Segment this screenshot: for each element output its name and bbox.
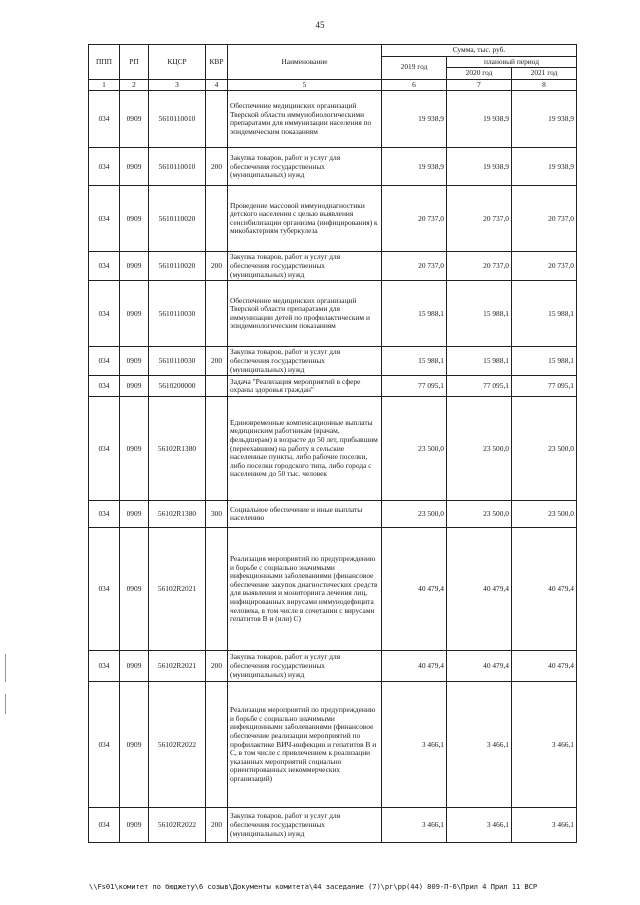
cell-amount-2020: 3 466,1 xyxy=(447,808,512,843)
cell-kcsr: 56102R2021 xyxy=(149,528,206,651)
cell-amount-2020: 3 466,1 xyxy=(447,682,512,808)
cell-amount-2019: 19 938,9 xyxy=(382,91,447,148)
cell-rp: 0909 xyxy=(120,148,149,186)
cell-name: Закупка товаров, работ и услуг для обеспечения государственных (муниципальных) нужд xyxy=(228,347,382,376)
column-index: 5 xyxy=(228,79,382,91)
cell-name: Обеспечение медицинских организаций Тверской области иммунобиологическими препаратами для иммунизации населения по эпидемическим показаниям xyxy=(228,91,382,148)
cell-kcsr: 5610110030 xyxy=(149,281,206,347)
cell-amount-2021: 40 479,4 xyxy=(512,528,577,651)
cell-name: Реализация мероприятий по предупреждению и борьбе с социально значимыми инфекционными заболеваниями (финансовое обеспечение реализации мероприятий по профилактике ВИЧ-инфекции и гепатитов В и С, в том числе с привлечением к реализации указанных мероприятий социально ориентированных некоммерческих организаций) xyxy=(228,682,382,808)
cell-ppp: 034 xyxy=(89,347,120,376)
cell-amount-2019: 19 938,9 xyxy=(382,148,447,186)
budget-table xyxy=(88,44,577,843)
cell-kvr xyxy=(206,186,228,252)
col-ppp-header: ППП xyxy=(89,45,120,80)
cell-rp: 0909 xyxy=(120,376,149,397)
cell-amount-2021: 23 500,0 xyxy=(512,501,577,528)
cell-amount-2019: 23 500,0 xyxy=(382,397,447,501)
cell-rp: 0909 xyxy=(120,808,149,843)
cell-amount-2021: 77 095,1 xyxy=(512,376,577,397)
cell-kvr: 200 xyxy=(206,808,228,843)
cell-amount-2020: 19 938,9 xyxy=(447,148,512,186)
cell-kvr xyxy=(206,682,228,808)
cell-amount-2020: 23 500,0 xyxy=(447,501,512,528)
cell-amount-2020: 23 500,0 xyxy=(447,397,512,501)
cell-kvr xyxy=(206,397,228,501)
cell-amount-2019: 40 479,4 xyxy=(382,651,447,682)
cell-amount-2019: 77 095,1 xyxy=(382,376,447,397)
table-row xyxy=(89,397,577,501)
table-row xyxy=(89,376,577,397)
column-index: 3 xyxy=(149,79,206,91)
cell-amount-2021: 40 479,4 xyxy=(512,651,577,682)
cell-name: Социальное обеспечение и иные выплаты населению xyxy=(228,501,382,528)
cell-ppp: 034 xyxy=(89,528,120,651)
table-row xyxy=(89,528,577,651)
table-row xyxy=(89,148,577,186)
cell-rp: 0909 xyxy=(120,281,149,347)
cell-ppp: 034 xyxy=(89,91,120,148)
cell-kcsr: 5610110020 xyxy=(149,252,206,281)
cell-amount-2020: 15 988,1 xyxy=(447,281,512,347)
cell-amount-2019: 15 988,1 xyxy=(382,347,447,376)
table-row xyxy=(89,682,577,808)
cell-ppp: 034 xyxy=(89,281,120,347)
cell-amount-2019: 3 466,1 xyxy=(382,808,447,843)
cell-kvr xyxy=(206,376,228,397)
col-rp-header: РП xyxy=(120,45,149,80)
cell-amount-2019: 23 500,0 xyxy=(382,501,447,528)
cell-kcsr: 5610110010 xyxy=(149,148,206,186)
cell-name: Закупка товаров, работ и услуг для обеспечения государственных (муниципальных) нужд xyxy=(228,252,382,281)
cell-name: Закупка товаров, работ и услуг для обеспечения государственных (муниципальных) нужд xyxy=(228,808,382,843)
cell-kvr: 200 xyxy=(206,148,228,186)
cell-rp: 0909 xyxy=(120,347,149,376)
col-kcsr-header: КЦСР xyxy=(149,45,206,80)
cell-amount-2019: 20 737,0 xyxy=(382,252,447,281)
cell-name: Реализация мероприятий по предупреждению и борьбе с социально значимыми инфекционными заболеваниями (финансовое обеспечение закупок диагностических средств для выявления и мониторинга лечения лиц, инфицированных вирусами иммунодефицита человека, в том числе в сочетании с вирусами гепатитов В и (или) С) xyxy=(228,528,382,651)
column-index: 1 xyxy=(89,79,120,91)
cell-rp: 0909 xyxy=(120,528,149,651)
cell-rp: 0909 xyxy=(120,91,149,148)
cell-amount-2020: 20 737,0 xyxy=(447,186,512,252)
cell-rp: 0909 xyxy=(120,252,149,281)
table-row xyxy=(89,186,577,252)
cell-amount-2021: 15 988,1 xyxy=(512,347,577,376)
table-header-row xyxy=(89,45,577,57)
cell-amount-2021: 20 737,0 xyxy=(512,186,577,252)
column-index: 4 xyxy=(206,79,228,91)
cell-kcsr: 56102R2022 xyxy=(149,808,206,843)
cell-amount-2019: 20 737,0 xyxy=(382,186,447,252)
cell-ppp: 034 xyxy=(89,808,120,843)
year-2021-header: 2021 год xyxy=(512,68,577,80)
column-index: 2 xyxy=(120,79,149,91)
cell-kvr: 200 xyxy=(206,651,228,682)
col-kvr-header: КВР xyxy=(206,45,228,80)
col-name-header: Наименование xyxy=(228,45,382,80)
cell-name: Проведение массовой иммунодиагностики детского населения с целью выявления сенсибилизации организма (инфицирования) к микобактериям туберкулеза xyxy=(228,186,382,252)
cell-amount-2021: 19 938,9 xyxy=(512,91,577,148)
cell-kcsr: 5610110030 xyxy=(149,347,206,376)
year-2020-header: 2020 год xyxy=(447,68,512,80)
file-path-footer: \\Fs01\комитет по бюджету\6 созыв\Документы комитета\44 заседание (7)\рг\рр(44) 809-П-6\Прил 4 Прил 11 ВСР xyxy=(89,882,538,891)
cell-amount-2020: 40 479,4 xyxy=(447,528,512,651)
column-index: 6 xyxy=(382,79,447,91)
column-index-row xyxy=(89,79,577,91)
year-2019-header: 2019 год xyxy=(382,56,447,79)
cell-kcsr: 56102R2021 xyxy=(149,651,206,682)
column-index: 7 xyxy=(447,79,512,91)
table-row xyxy=(89,281,577,347)
table-row xyxy=(89,501,577,528)
cell-amount-2019: 40 479,4 xyxy=(382,528,447,651)
page-number: 45 xyxy=(315,20,325,30)
cell-kcsr: 5610110010 xyxy=(149,91,206,148)
cell-ppp: 034 xyxy=(89,501,120,528)
table-row xyxy=(89,91,577,148)
cell-kcsr: 5610110020 xyxy=(149,186,206,252)
cell-kvr xyxy=(206,528,228,651)
table-row xyxy=(89,347,577,376)
cell-kvr: 200 xyxy=(206,347,228,376)
cell-rp: 0909 xyxy=(120,186,149,252)
sum-header: Сумма, тыс. руб. xyxy=(382,45,577,57)
cell-amount-2020: 20 737,0 xyxy=(447,252,512,281)
cell-amount-2019: 15 988,1 xyxy=(382,281,447,347)
cell-name: Закупка товаров, работ и услуг для обеспечения государственных (муниципальных) нужд xyxy=(228,651,382,682)
table-body xyxy=(89,91,577,843)
cell-name: Обеспечение медицинских организаций Тверской области препаратами для иммунизации детей по профилактическим и эпидемиологическим показаниям xyxy=(228,281,382,347)
cell-ppp: 034 xyxy=(89,376,120,397)
cell-amount-2021: 23 500,0 xyxy=(512,397,577,501)
table-row xyxy=(89,252,577,281)
cell-ppp: 034 xyxy=(89,682,120,808)
cell-ppp: 034 xyxy=(89,252,120,281)
cell-amount-2021: 3 466,1 xyxy=(512,682,577,808)
scan-edge-mark xyxy=(5,654,6,682)
cell-amount-2019: 3 466,1 xyxy=(382,682,447,808)
cell-name: Задача "Реализация мероприятий в сфере охраны здоровья граждан" xyxy=(228,376,382,397)
cell-kcsr: 56102R1380 xyxy=(149,397,206,501)
cell-amount-2020: 40 479,4 xyxy=(447,651,512,682)
cell-amount-2021: 3 466,1 xyxy=(512,808,577,843)
cell-ppp: 034 xyxy=(89,148,120,186)
cell-kvr xyxy=(206,91,228,148)
cell-kcsr: 5610200000 xyxy=(149,376,206,397)
cell-kcsr: 56102R1380 xyxy=(149,501,206,528)
cell-amount-2020: 19 938,9 xyxy=(447,91,512,148)
cell-amount-2021: 20 737,0 xyxy=(512,252,577,281)
cell-amount-2021: 19 938,9 xyxy=(512,148,577,186)
cell-rp: 0909 xyxy=(120,397,149,501)
cell-amount-2020: 15 988,1 xyxy=(447,347,512,376)
cell-ppp: 034 xyxy=(89,397,120,501)
cell-kcsr: 56102R2022 xyxy=(149,682,206,808)
column-index: 8 xyxy=(512,79,577,91)
scan-edge-mark xyxy=(5,694,6,714)
cell-ppp: 034 xyxy=(89,186,120,252)
cell-rp: 0909 xyxy=(120,651,149,682)
cell-kvr xyxy=(206,281,228,347)
cell-amount-2021: 15 988,1 xyxy=(512,281,577,347)
cell-amount-2020: 77 095,1 xyxy=(447,376,512,397)
cell-kvr: 200 xyxy=(206,252,228,281)
table-row xyxy=(89,651,577,682)
cell-name: Закупка товаров, работ и услуг для обеспечения государственных (муниципальных) нужд xyxy=(228,148,382,186)
cell-kvr: 300 xyxy=(206,501,228,528)
planned-period-header: плановый период xyxy=(447,56,577,68)
cell-rp: 0909 xyxy=(120,501,149,528)
cell-rp: 0909 xyxy=(120,682,149,808)
cell-ppp: 034 xyxy=(89,651,120,682)
cell-name: Единовременные компенсационные выплаты медицинским работникам (врачам, фельдшерам) в возрасте до 50 лет, прибывшим (переехавшим) на работу в сельские населенные пункты, либо рабочие поселки, либо поселки городского типа, либо города с населением до 50 тыс. человек xyxy=(228,397,382,501)
table-row xyxy=(89,808,577,843)
